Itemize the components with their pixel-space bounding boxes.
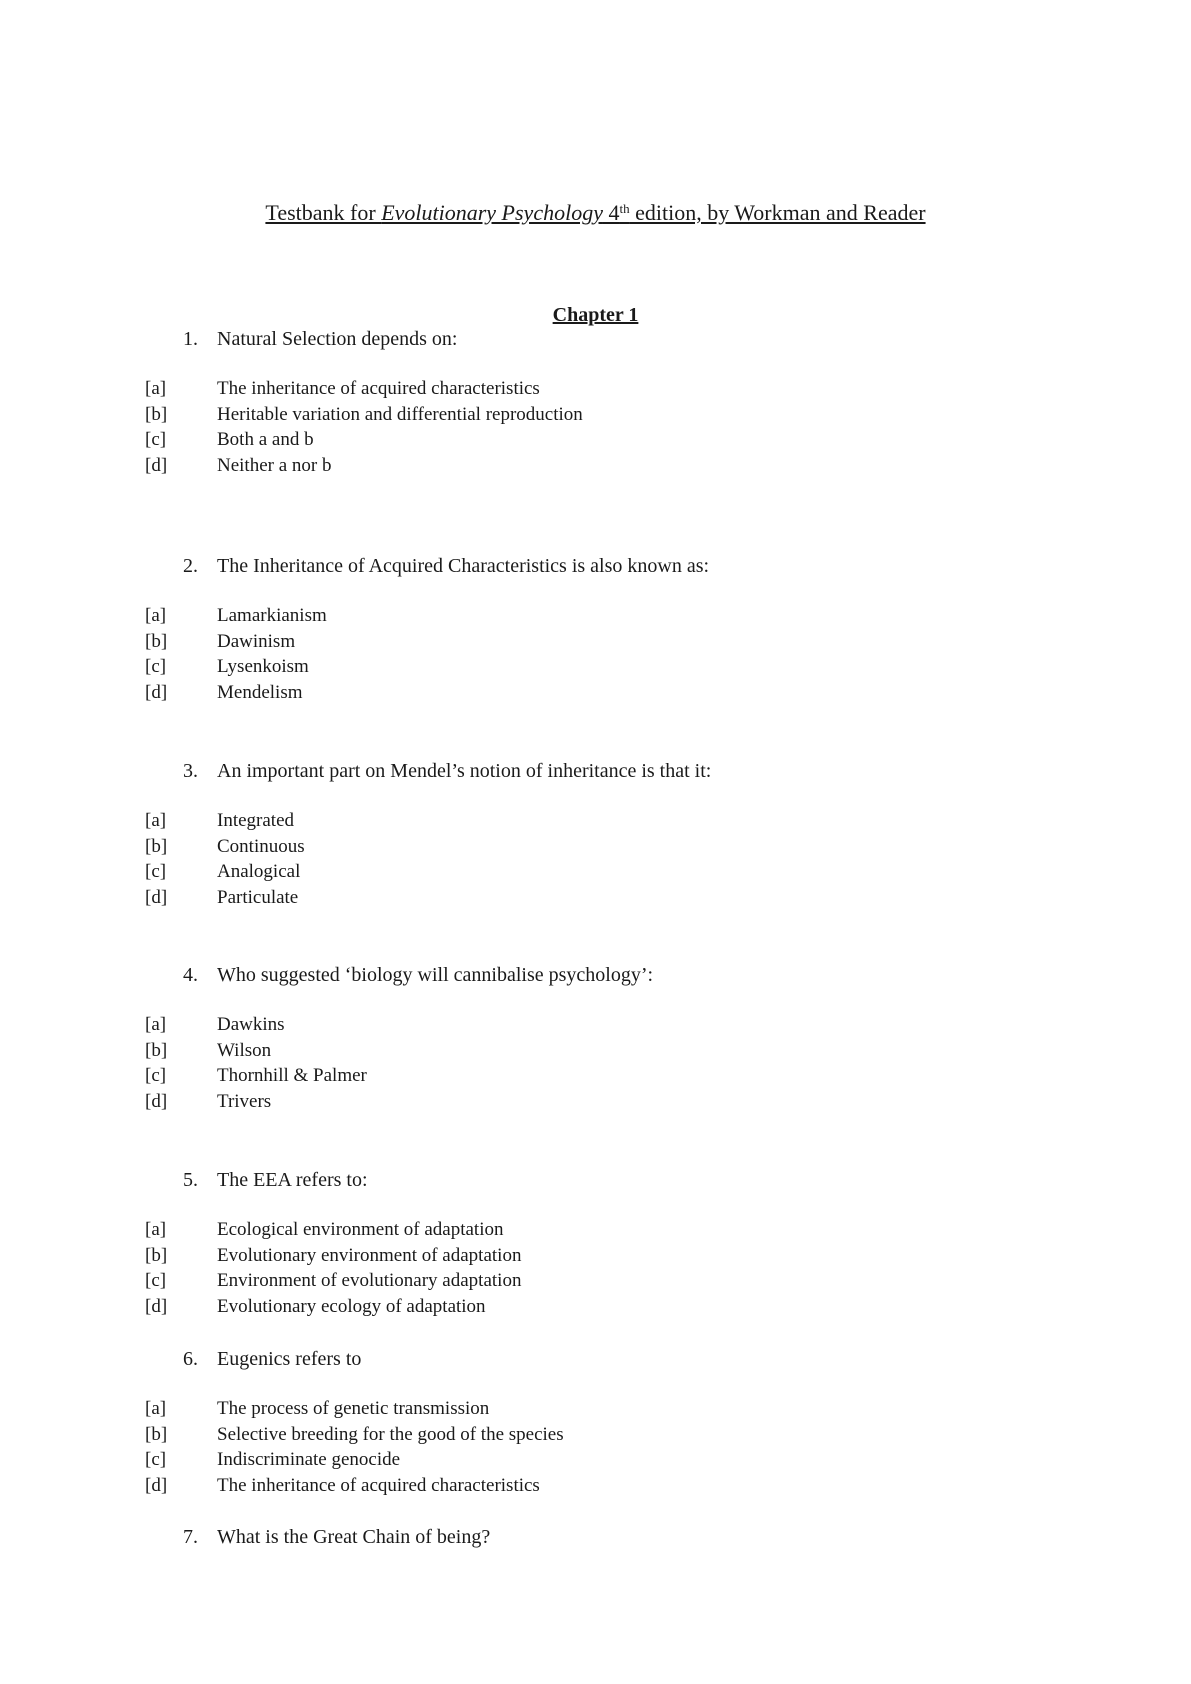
option-key: [b] (145, 1039, 168, 1061)
option-list (0, 808, 1191, 910)
option-text: Both a and b (217, 429, 314, 450)
option-text: Wilson (217, 1039, 272, 1061)
option-text: Lysenkoism (217, 656, 309, 677)
question-1 (0, 325, 1191, 478)
option-b (0, 402, 1191, 428)
option-key: [b] (145, 835, 168, 857)
chapter-heading: Chapter 1 (552, 304, 639, 326)
question-5 (0, 1166, 1191, 1319)
option-text: Indiscriminate genocide (217, 1449, 401, 1470)
option-a (0, 603, 1191, 629)
option-b (0, 629, 1191, 655)
title-edition-superscript: th (619, 201, 630, 216)
title-book-name: Evolutionary Psychology (381, 200, 603, 225)
option-a (0, 1396, 1191, 1422)
option-key: [a] (145, 810, 167, 831)
question-3 (0, 757, 1191, 910)
option-a (0, 1217, 1191, 1243)
option-list (0, 376, 1191, 478)
option-text: The process of genetic transmission (217, 1398, 490, 1419)
question-number: 1. (183, 328, 198, 350)
option-c (0, 427, 1191, 453)
option-text: Ecological environment of adaptation (217, 1219, 504, 1240)
option-text: Heritable variation and differential reproduction (217, 403, 583, 425)
option-b (0, 1038, 1191, 1064)
option-b (0, 834, 1191, 860)
title-suffix: edition, by Workman and Reader (629, 200, 926, 225)
option-text: Evolutionary environment of adaptation (217, 1244, 522, 1266)
option-text: Continuous (217, 835, 305, 857)
option-key: [c] (145, 1270, 167, 1291)
document-title (0, 199, 1191, 227)
option-text: Mendelism (217, 681, 303, 703)
question-text: An important part on Mendel’s notion of inheritance is that it: (217, 760, 712, 782)
question-number: 4. (183, 964, 198, 986)
question-stem (0, 961, 1191, 989)
question-stem (0, 1166, 1191, 1194)
option-list (0, 1396, 1191, 1498)
question-text: Eugenics refers to (217, 1348, 362, 1370)
option-key: [c] (145, 1449, 167, 1470)
option-key: [a] (145, 1014, 167, 1035)
option-b (0, 1422, 1191, 1448)
option-key: [a] (145, 605, 167, 626)
option-a (0, 808, 1191, 834)
option-b (0, 1243, 1191, 1269)
question-7 (0, 1523, 1191, 1551)
question-text: What is the Great Chain of being? (217, 1526, 491, 1548)
option-d (0, 680, 1191, 706)
option-key: [d] (145, 454, 168, 476)
question-number: 7. (183, 1526, 198, 1548)
option-text: Selective breeding for the good of the species (217, 1423, 564, 1445)
option-text: Integrated (217, 810, 295, 831)
option-c (0, 1268, 1191, 1294)
option-a (0, 1012, 1191, 1038)
option-text: The inheritance of acquired characteristics (217, 378, 540, 399)
option-key: [d] (145, 1474, 168, 1496)
option-key: [b] (145, 1423, 168, 1445)
option-key: [c] (145, 429, 167, 450)
option-key: [a] (145, 378, 167, 399)
option-text: Thornhill & Palmer (217, 1065, 367, 1086)
question-number: 2. (183, 555, 198, 577)
option-d (0, 885, 1191, 911)
question-number: 3. (183, 760, 198, 782)
option-d (0, 1089, 1191, 1115)
option-key: [b] (145, 403, 168, 425)
question-stem (0, 325, 1191, 353)
question-number: 6. (183, 1348, 198, 1370)
option-list (0, 1217, 1191, 1319)
question-text: The Inheritance of Acquired Characteristics is also known as: (217, 555, 710, 577)
option-c (0, 859, 1191, 885)
option-text: Neither a nor b (217, 454, 332, 476)
option-d (0, 1294, 1191, 1320)
question-2 (0, 552, 1191, 705)
option-list (0, 1012, 1191, 1114)
option-key: [d] (145, 1090, 168, 1112)
option-key: [d] (145, 886, 168, 908)
option-c (0, 1447, 1191, 1473)
question-stem (0, 1345, 1191, 1373)
option-text: Trivers (217, 1090, 272, 1112)
option-text: Lamarkianism (217, 605, 327, 626)
option-key: [b] (145, 630, 168, 652)
option-text: The inheritance of acquired characteristics (217, 1474, 540, 1496)
option-text: Analogical (217, 861, 301, 882)
question-text: The EEA refers to: (217, 1169, 368, 1191)
question-4 (0, 961, 1191, 1114)
option-d (0, 1473, 1191, 1499)
option-key: [d] (145, 1295, 168, 1317)
option-text: Evolutionary ecology of adaptation (217, 1295, 486, 1317)
option-d (0, 453, 1191, 479)
question-stem (0, 552, 1191, 580)
option-key: [b] (145, 1244, 168, 1266)
option-text: Dawinism (217, 630, 296, 652)
option-c (0, 654, 1191, 680)
option-list (0, 603, 1191, 705)
question-text: Natural Selection depends on: (217, 328, 458, 350)
option-key: [d] (145, 681, 168, 703)
question-number: 5. (183, 1169, 198, 1191)
option-text: Particulate (217, 886, 299, 908)
title-edition-number: 4 (602, 200, 620, 225)
option-key: [a] (145, 1398, 167, 1419)
option-key: [c] (145, 861, 167, 882)
option-text: Environment of evolutionary adaptation (217, 1270, 522, 1291)
option-a (0, 376, 1191, 402)
option-key: [c] (145, 656, 167, 677)
option-c (0, 1063, 1191, 1089)
title-prefix: Testbank for (265, 200, 382, 225)
option-key: [c] (145, 1065, 167, 1086)
question-stem (0, 757, 1191, 785)
option-key: [a] (145, 1219, 167, 1240)
option-text: Dawkins (217, 1014, 285, 1035)
question-stem (0, 1523, 1191, 1551)
question-text: Who suggested ‘biology will cannibalise psychology’: (217, 964, 654, 986)
question-6 (0, 1345, 1191, 1498)
